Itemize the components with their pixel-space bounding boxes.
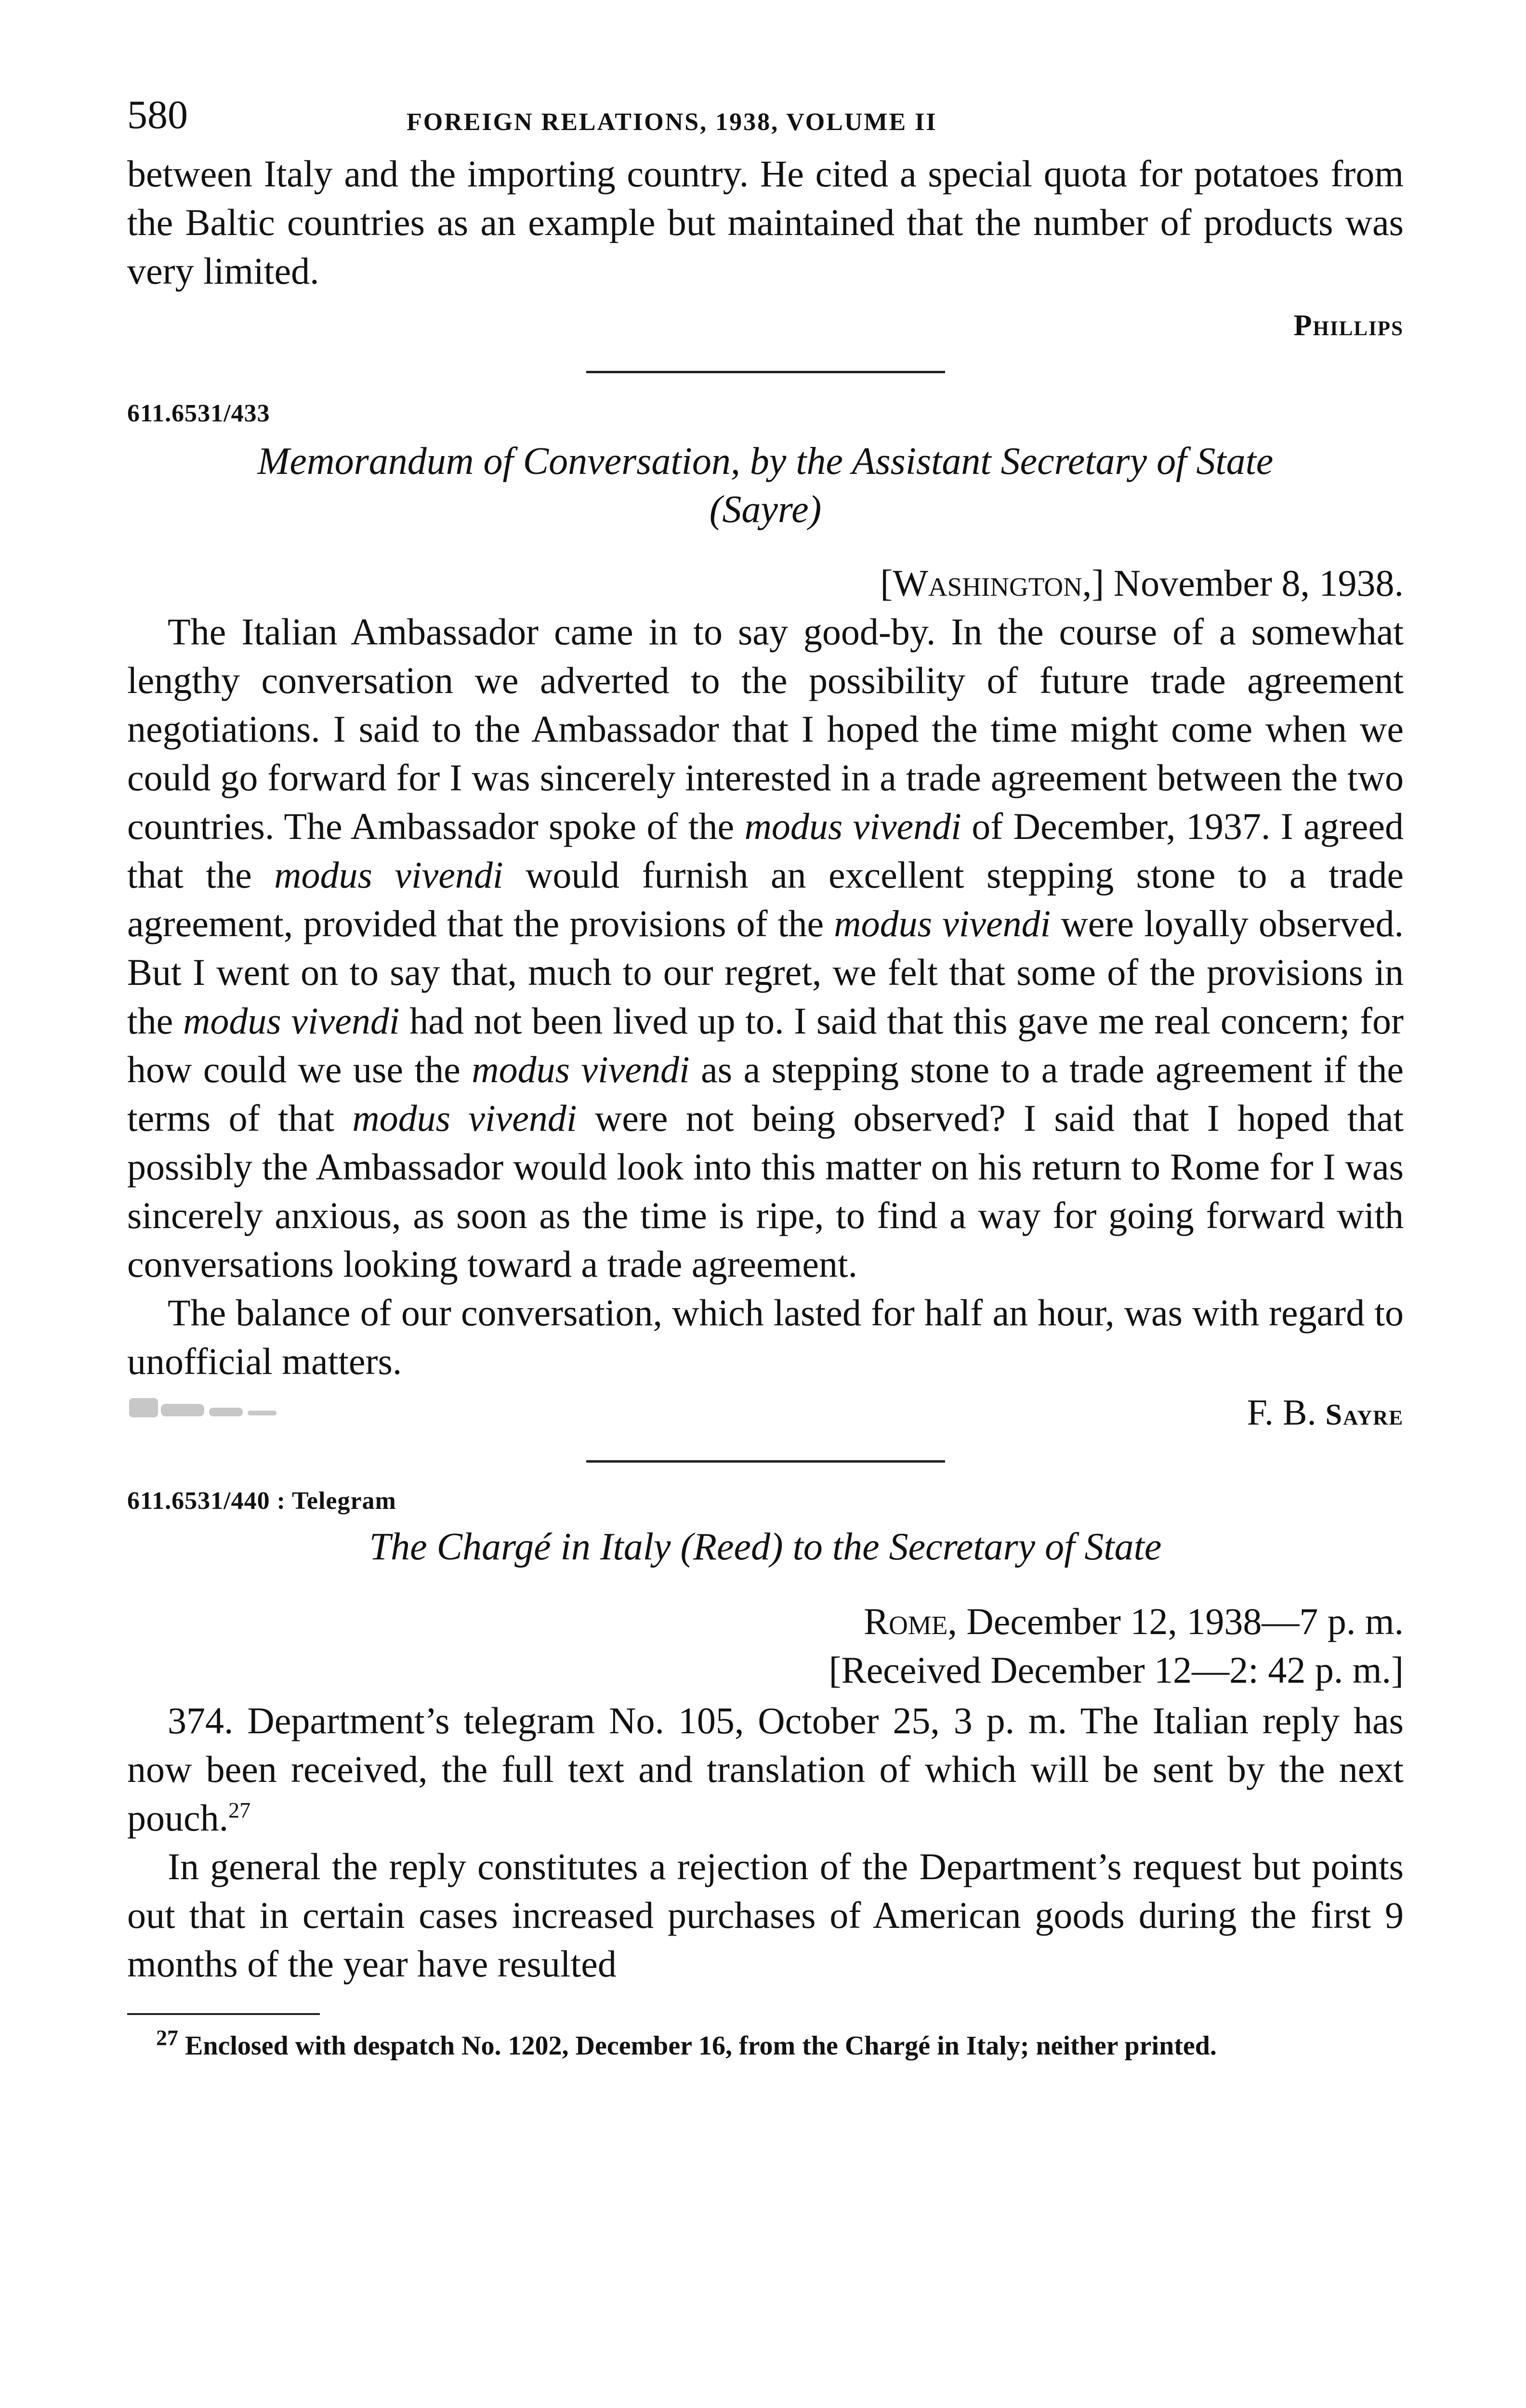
footnote-text: Enclosed with despatch No. 1202, December 16, from the Chargé in Italy; neither printed. [185, 2031, 1217, 2061]
document-title-line: (Sayre) [709, 488, 822, 531]
signature-initials: F. B. [1247, 1392, 1316, 1433]
italic-term: modus vivendi [274, 854, 503, 896]
file-number: 611.6531/440 : Telegram [127, 1487, 396, 1515]
text-run: were not being observed? I said that I hoped that possibly the Ambassador would look into this matter on his return to Rome for I was sincerely anxious, as soon as the time is ripe, to find a way for going forward with conversations looking toward a trade agreement. [127, 1097, 1404, 1285]
dateline-date: December 12, 1938—7 p. m. [966, 1600, 1404, 1642]
ink-smudge-icon [127, 1393, 378, 1427]
document-title-line: Memorandum of Conversation, by the Assistant Secretary of State [257, 440, 1274, 483]
text-run: had not been lived up to. I said that this gave me real concern; for how could we use the [127, 1000, 1404, 1090]
text-run: as a stepping stone to a trade agreement if the terms of that [127, 1048, 1404, 1139]
footnote-divider [127, 2013, 320, 2015]
text-run: of December, 1937. I agreed that the [127, 805, 1404, 896]
italic-term: modus vivendi [352, 1097, 577, 1139]
page-number: 580 [127, 92, 188, 137]
italic-term: modus vivendi [183, 1000, 400, 1042]
signature-sayre [127, 1388, 1404, 1439]
continuation-paragraph: between Italy and the importing country. He cited a special quota for potatoes from the Baltic countries as an example but maintained that the number of products was very limited. [127, 153, 1404, 292]
dateline [127, 1597, 1404, 1646]
dateline-date: November 8, 1938. [1113, 562, 1404, 604]
body-paragraph: In general the reply constitutes a rejection of the Department’s request but points out that in certain cases increased purchases of American goods during the first 9 months of the year have resulted [127, 1845, 1404, 1985]
dateline-place: Rome, [864, 1600, 957, 1642]
running-head: FOREIGN RELATIONS, 1938, VOLUME II [407, 108, 937, 136]
body-paragraph [127, 607, 1404, 1288]
italic-term: modus vivendi [744, 805, 961, 847]
dateline-place: Washington, [893, 562, 1092, 604]
signature-name: Sayre [1325, 1399, 1404, 1431]
italic-term: modus vivendi [472, 1048, 690, 1090]
section-divider [586, 371, 945, 373]
signature-phillips [127, 299, 1404, 350]
text-run: would furnish an excellent stepping stone to a trade agreement, provided that the provisions of the [127, 854, 1404, 944]
footnote-marker: 27 [156, 2025, 178, 2050]
italic-term: modus vivendi [834, 903, 1051, 944]
text-run: 374. Department’s telegram No. 105, October 25, 3 p. m. The Italian reply has now been received, the full text and translation of which will be sent by the next pouch. [127, 1700, 1404, 1839]
footnote [127, 2025, 1404, 2063]
section-divider [586, 1460, 945, 1463]
received-line: [Received December 12—2: 42 p. m.] [829, 1649, 1404, 1691]
body-paragraph: The balance of our conversation, which lasted for half an hour, was with regard to unofficial matters. [127, 1292, 1404, 1382]
signature-name: Phillips [1293, 309, 1404, 342]
text-run: were loyally observed. But I went on to say that, much to our regret, we felt that some of the provisions in the [127, 903, 1404, 1042]
dateline: [Washington,] November 8, 1938. [880, 562, 1404, 604]
file-number: 611.6531/433 [127, 400, 270, 427]
document-title [127, 437, 1404, 534]
footnote-reference: 27 [228, 1798, 251, 1822]
document-page [127, 92, 1404, 2063]
body-paragraph [127, 1696, 1404, 1842]
text-run: The Italian Ambassador came in to say good-by. In the course of a somewhat lengthy conversation we adverted to the possibility of future trade agreement negotiations. I said to the Ambassador that I hoped the time might come when we could go forward for I was sincerely interested in a trade agreement between the two countries. The Ambassador spoke of the [127, 611, 1404, 847]
page-header [127, 92, 1404, 149]
document-title: The Chargé in Italy (Reed) to the Secretary of State [369, 1526, 1162, 1568]
